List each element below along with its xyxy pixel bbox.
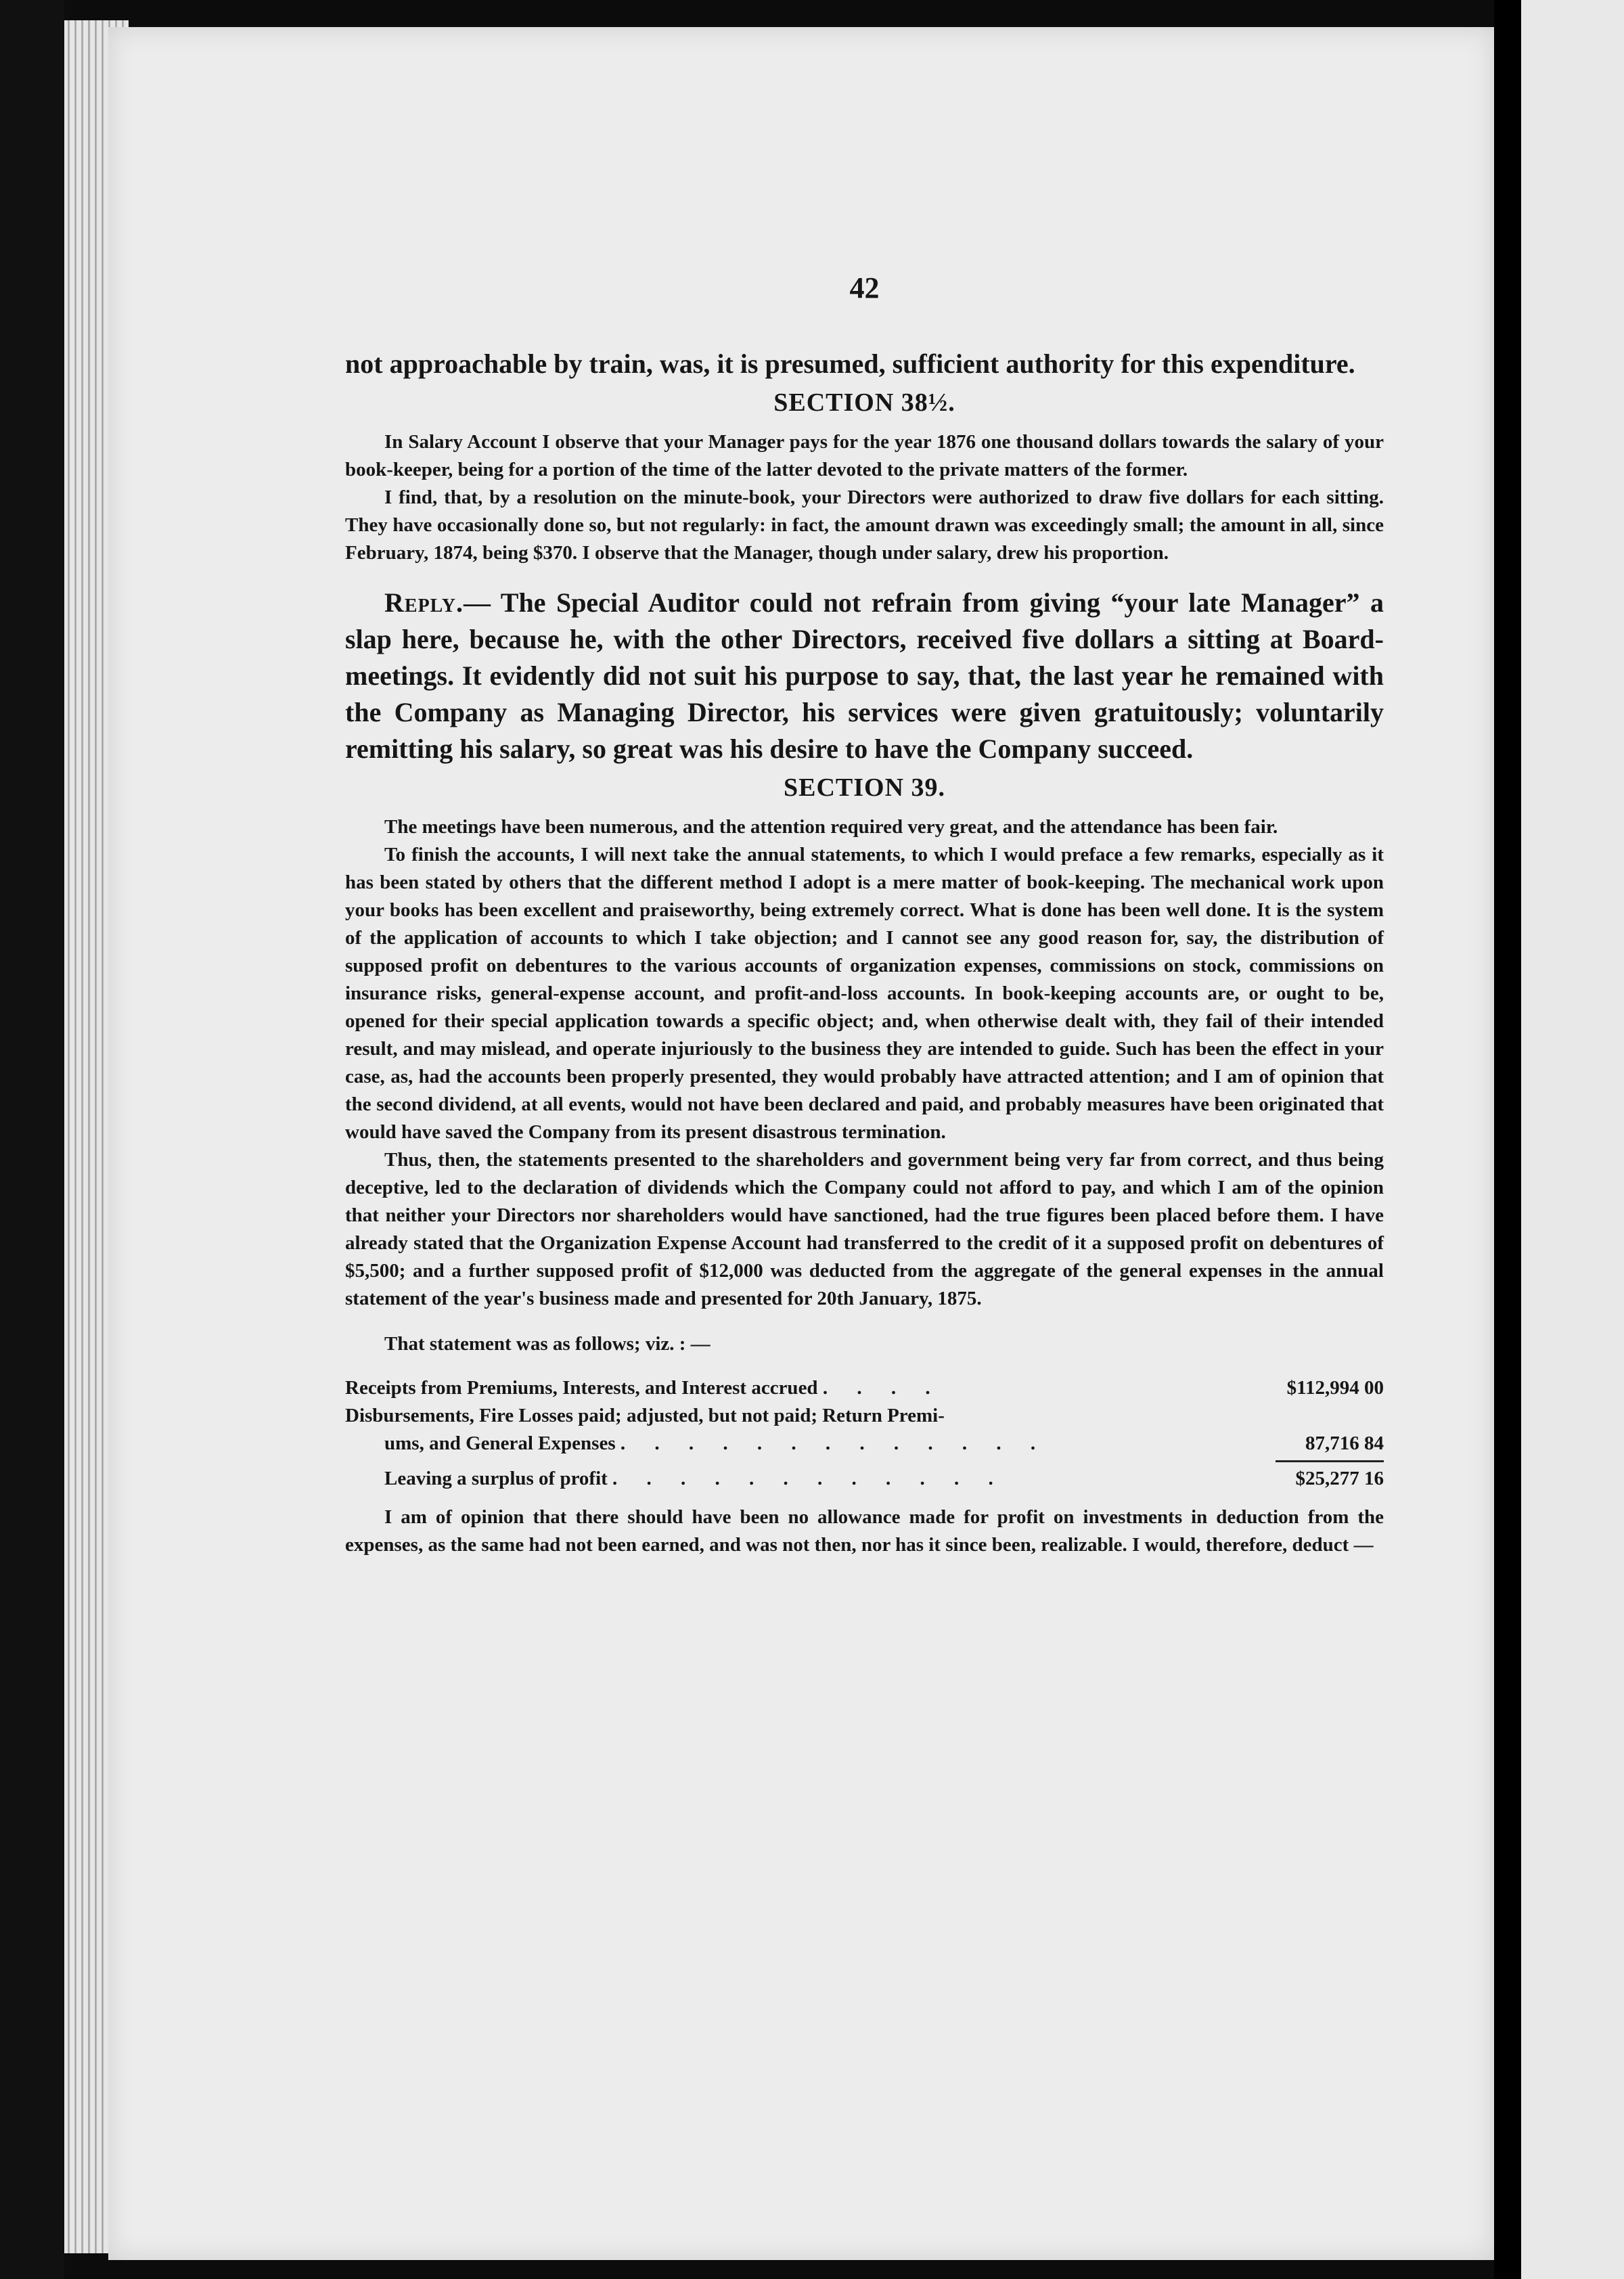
receipts-label: Receipts from Premiums, Interests, and Interest accrued . . . . — [345, 1377, 943, 1399]
statement-disbursements-row-2 — [345, 1430, 1384, 1458]
statement-receipts-row — [345, 1374, 1384, 1402]
section-39-paragraph-3: Thus, then, the statements presented to the shareholders and government being very far from correct, and thus being deceptive, led to the declaration of dividends which the Company could not afford to pay, and which I am of the opinion that neither your Directors nor shareholders would have sanctioned, had the true figures been placed before them. I have already stated that the Organization Expense Account had transferred to the credit of it a supposed profit on debentures of $5,500; and a further supposed profit of $12,000 was deducted from the aggregate of the general expenses in the annual statement of the year's business made and presented for 20th January, 1875. — [345, 1149, 1384, 1309]
scanner-frame-left — [0, 0, 64, 2279]
section-39-heading: SECTION 39. — [783, 773, 946, 802]
statement-surplus-row — [345, 1465, 1384, 1493]
book-spine-shadow — [1494, 0, 1521, 2279]
spacer — [345, 567, 1384, 585]
spacer — [345, 1493, 1384, 1504]
disbursements-label-1: Disbursements, Fire Losses paid; adjusted, but not paid; Return Premi- — [345, 1405, 945, 1426]
reply-paragraph — [345, 585, 1384, 767]
surplus-amount: $25,277 16 — [1295, 1468, 1384, 1489]
sum-rule — [1276, 1460, 1384, 1462]
section-38-paragraph-2: I find, that, by a resolution on the minute-book, your Directors were authorized to draw five dollars for each sitting. They have occasionally done so, but not regularly: in fact, the amount drawn was exceedingly small; the amount in all, since February, 1874, being $370. I observe that the Manager, though under salary, drew his proportion. — [345, 487, 1384, 564]
section-39-paragraph-2: To finish the accounts, I will next take the annual statements, to which I would preface a few remarks, especially as it has been stated by others that the different method I adopt is a mere matter of book-keeping. The mechanical work upon your books has been excellent and praiseworthy, being extremely correct. What is done has been well done. It is the system of the application of accounts to which I take objection; and I cannot see any good reason for, say, the distribution of supposed profit on debentures to the various accounts of organization expenses, commissions on stock, commissions on insurance risks, general-expense account, and profit-and-loss accounts. In book-keeping accounts are, or ought to be, opened for their special application towards a specific object; and, when otherwise dealt with, they fail of their intended result, and may mislead, and operate injuriously to the business they are intended to guide. Such has been the effect in your case, as, had the accounts been properly presented, they would probably have attracted attention; and I am of opinion that the second dividend, at all events, would not have been declared and paid, and probably measures have been originated that would have saved the Company from its present disastrous termination. — [345, 844, 1384, 1143]
reply-label: Reply. — [384, 587, 464, 618]
facing-page-edge — [1521, 0, 1624, 2279]
page-number: 42 — [849, 271, 880, 304]
section-38-paragraph-1: In Salary Account I observe that your Manager pays for the year 1876 one thousand dollars towards the salary of your book-keeper, being for a portion of the time of the latter devoted to the private matters of the former. — [345, 431, 1384, 480]
section-39-paragraph-4: I am of opinion that there should have been no allowance made for profit on investments in deduction from the expenses, as the same had not been earned, and was not then, nor has it since been, realizable. I would, therefore, deduct — — [345, 1506, 1384, 1556]
statement-disbursements-row-1 — [345, 1402, 1384, 1430]
section-38-heading: SECTION 38½. — [773, 388, 955, 417]
reply-text: — The Special Auditor could not refrain from giving “your late Manager” a slap here, because he, with the other Directors, received five dollars a sitting at Board-meetings. It evidently did not suit his purpose to say, that, the last year he remained with the Company as Managing Director, his services were given gratuitously; voluntarily remitting his salary, so great was his desire to have the Company succeed. — [345, 587, 1384, 764]
disbursements-label-2: ums, and General Expenses . . . . . . . . . . . . . — [384, 1432, 1048, 1454]
surplus-label: Leaving a surplus of profit . . . . . . . . . . . . — [384, 1468, 1006, 1489]
intro-paragraph: not approachable by train, was, it is presumed, sufficient authority for this expenditure. — [345, 348, 1355, 379]
receipts-amount: $112,994 00 — [1286, 1377, 1384, 1399]
section-39-paragraph-1: The meetings have been numerous, and the attention required very great, and the attendance has been fair. — [384, 816, 1278, 838]
statement-intro: That statement was as follows; viz. : — — [384, 1333, 710, 1355]
page-content — [345, 271, 1384, 1559]
disbursements-amount: 87,716 84 — [1305, 1432, 1384, 1454]
